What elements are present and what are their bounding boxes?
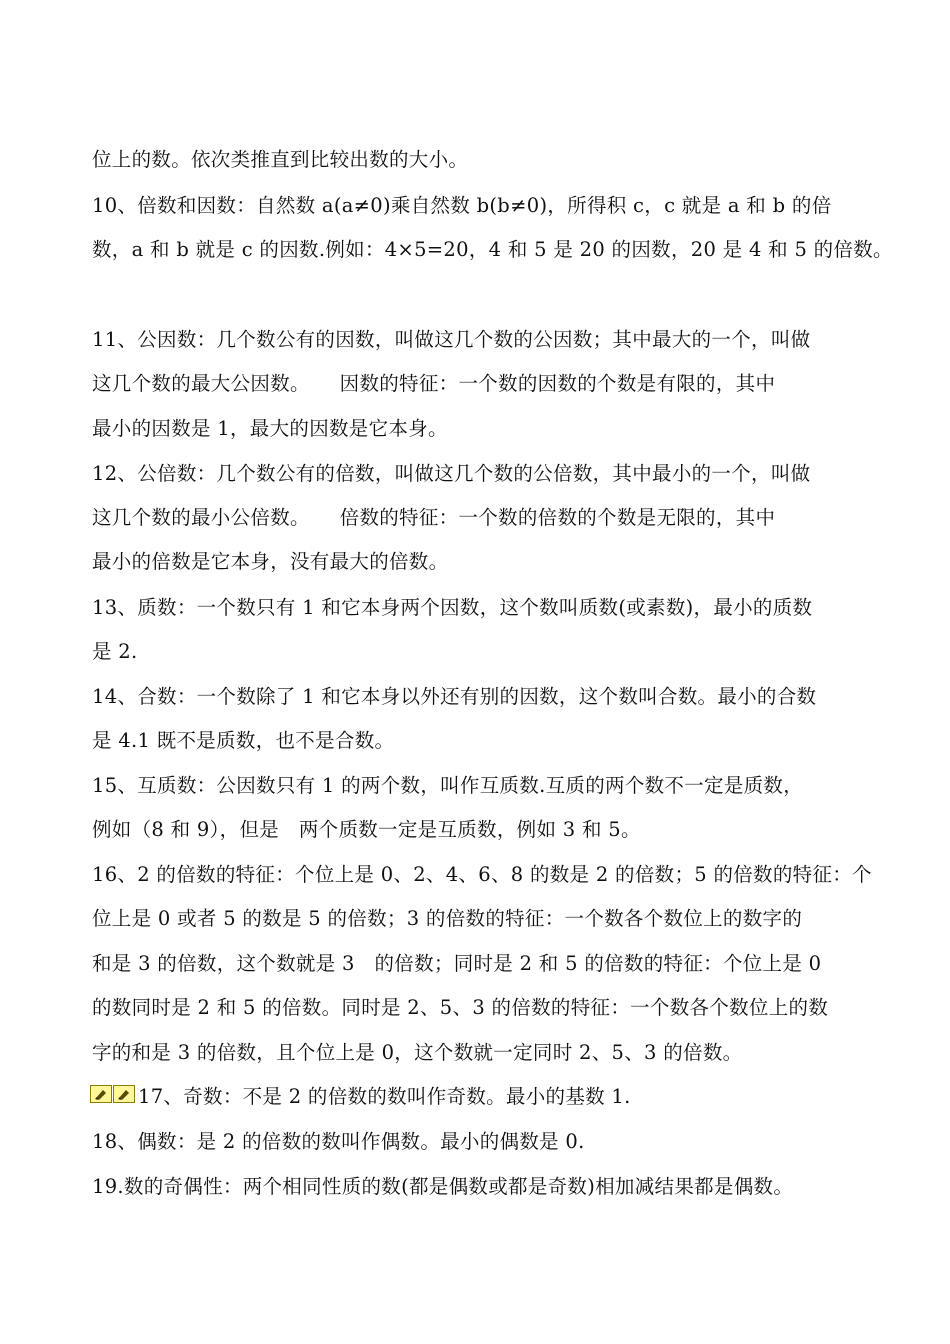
text-line: 最小的倍数是它本身，没有最大的倍数。	[92, 550, 449, 573]
text-line: 位上的数。依次类推直到比较出数的大小。	[92, 148, 469, 171]
text-line: 18、偶数：是 2 的倍数的数叫作偶数。最小的偶数是 0.	[92, 1130, 585, 1153]
text-line: 12、公倍数：几个数公有的倍数，叫做这几个数的公倍数，其中最小的一个，叫做	[92, 462, 811, 485]
text-line: 16、2 的倍数的特征：个位上是 0、2、4、6、8 的数是 2 的倍数；5 的倍数的特征：个	[92, 863, 872, 886]
text-line: 这几个数的最大公因数。 因数的特征：一个数的因数的个数是有限的，其中	[92, 372, 776, 395]
text-line: 14、合数：一个数除了 1 和它本身以外还有别的因数，这个数叫合数。最小的合数	[92, 685, 817, 708]
text-line: 字的和是 3 的倍数，且个位上是 0，这个数就一定同时 2、5、3 的倍数。	[92, 1041, 743, 1064]
text-line: 17、奇数：不是 2 的倍数的数叫作奇数。最小的基数 1.	[138, 1085, 631, 1108]
text-line: 13、质数：一个数只有 1 和它本身两个因数，这个数叫质数(或素数)，最小的质数	[92, 596, 813, 619]
text-line: 10、倍数和因数：自然数 a(a≠0)乘自然数 b(b≠0)，所得积 c，c 就是 a 和 b 的倍	[92, 194, 832, 217]
text-line: 是 4.1 既不是质数，也不是合数。	[92, 729, 395, 752]
text-line: 11、公因数：几个数公有的因数，叫做这几个数的公因数；其中最大的一个，叫做	[92, 328, 811, 351]
text-line: 19.数的奇偶性：两个相同性质的数(都是偶数或都是奇数)相加减结果都是偶数。	[92, 1175, 794, 1198]
text-line: 15、互质数：公因数只有 1 的两个数，叫作互质数.互质的两个数不一定是质数，	[92, 774, 804, 797]
text-line: 的数同时是 2 和 5 的倍数。同时是 2、5、3 的倍数的特征：一个数各个数位上的数	[92, 996, 829, 1019]
text-line: 是 2.	[92, 640, 138, 663]
text-line: 数，a 和 b 就是 c 的因数.例如：4×5=20，4 和 5 是 20 的因数，20 是 4 和 5 的倍数。	[92, 238, 893, 261]
text-line: 例如（8 和 9），但是 两个质数一定是互质数，例如 3 和 5。	[92, 818, 641, 841]
text-line: 和是 3 的倍数，这个数就是 3 的倍数；同时是 2 和 5 的倍数的特征：个位上是 0	[92, 952, 822, 975]
text-line: 最小的因数是 1，最大的因数是它本身。	[92, 417, 448, 440]
text-line: 位上是 0 或者 5 的数是 5 的倍数；3 的倍数的特征：一个数各个数位上的数字的	[92, 907, 803, 930]
pencil-marker-icon	[90, 1085, 136, 1103]
text-line: 这几个数的最小公倍数。 倍数的特征：一个数的倍数的个数是无限的，其中	[92, 506, 776, 529]
